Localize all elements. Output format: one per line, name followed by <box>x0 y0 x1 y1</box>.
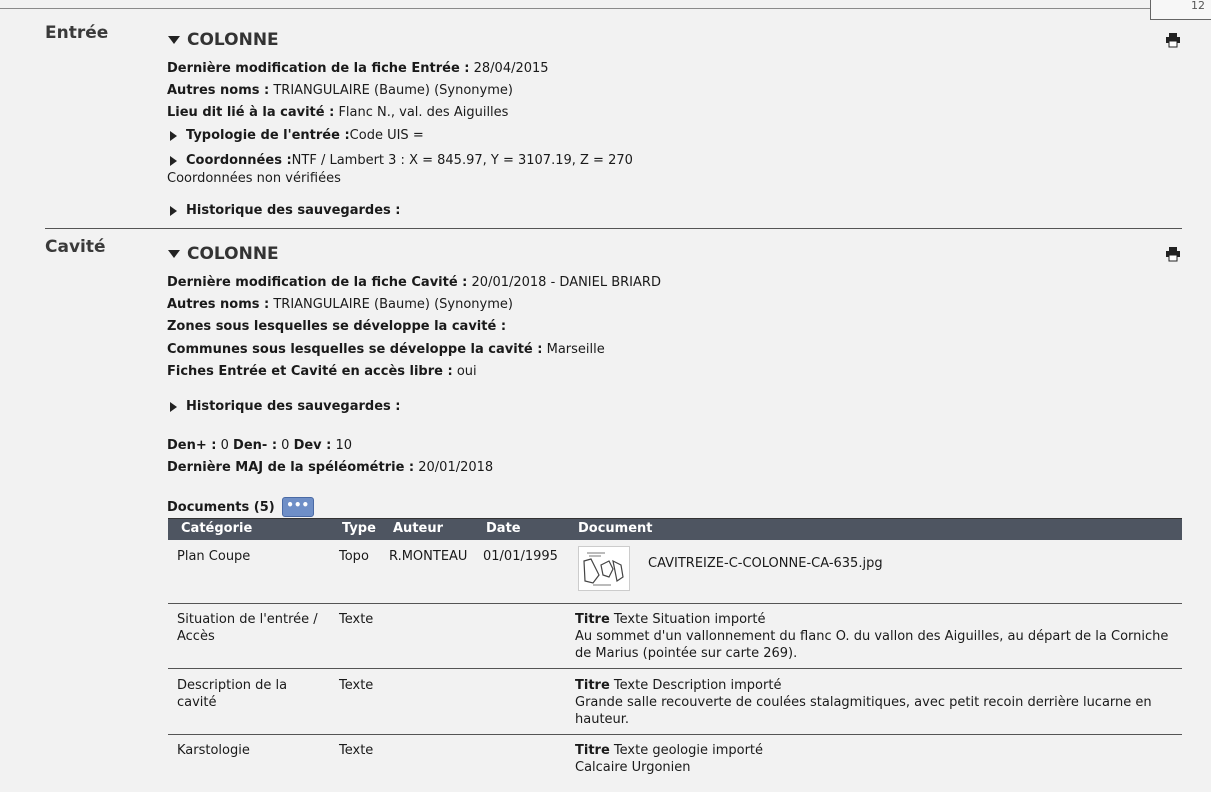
row2-doc-title: Titre Texte Situation importé <box>575 612 766 627</box>
documents-title: Documents (5) <box>167 499 275 515</box>
section-label-entree: Entrée <box>45 23 109 43</box>
triangle-right-icon <box>170 402 177 412</box>
row-separator <box>168 668 1182 669</box>
entree-title-text: COLONNE <box>187 30 279 50</box>
cavite-line-acces-libre: Fiches Entrée et Cavité en accès libre : oui <box>167 364 477 379</box>
row4-type: Texte <box>339 743 374 758</box>
cavite-line-modif: Dernière modification de la fiche Cavité : 20/01/2018 - DANIEL BRIARD <box>167 275 661 290</box>
row1-document-link[interactable]: CAVITREIZE-C-COLONNE-CA-635.jpg <box>648 556 883 571</box>
cavite-line-zones: Zones sous lesquelles se développe la cavité : <box>167 319 507 334</box>
triangle-right-icon <box>170 131 177 141</box>
documents-header <box>167 497 314 517</box>
col-header-date[interactable]: Date <box>486 521 521 536</box>
cavite-speleo-maj: Dernière MAJ de la spéléométrie : 20/01/2018 <box>167 460 494 475</box>
row3-categorie: Description de la cavité <box>177 678 288 710</box>
entree-typologie-toggle[interactable]: Typologie de l'entrée : Code UIS = <box>167 128 424 143</box>
col-header-type[interactable]: Type <box>342 521 376 536</box>
triangle-down-icon <box>168 250 180 258</box>
corner-glyph: 12 <box>1191 0 1205 12</box>
row1-auteur: R.MONTEAU <box>389 549 468 564</box>
documents-table-header <box>168 518 1182 540</box>
entree-title[interactable] <box>168 30 279 50</box>
row3-doc-title: Titre Texte Description importé <box>575 678 782 693</box>
entree-historique-toggle[interactable]: Historique des sauvegardes : <box>167 203 401 218</box>
row1-categorie: Plan Coupe <box>177 549 251 564</box>
cavite-line-autres-noms: Autres noms : TRIANGULAIRE (Baume) (Synonyme) <box>167 297 513 312</box>
row2-categorie: Situation de l'entrée / Accès <box>177 612 318 644</box>
col-header-categorie[interactable]: Catégorie <box>181 521 253 536</box>
documents-more-button[interactable]: ••• <box>282 497 314 517</box>
cavite-title[interactable] <box>168 244 279 264</box>
triangle-down-icon <box>168 36 180 44</box>
top-divider <box>0 8 1150 9</box>
cavite-historique-toggle[interactable]: Historique des sauvegardes : <box>167 399 401 414</box>
row1-date: 01/01/1995 <box>483 549 558 564</box>
row4-doc-title: Titre Texte geologie importé <box>575 743 764 758</box>
col-header-document[interactable]: Document <box>578 521 653 536</box>
entree-line-modif: Dernière modification de la fiche Entrée : 28/04/2015 <box>167 61 549 76</box>
cavite-title-text: COLONNE <box>187 244 279 264</box>
row2-doc-text: Au sommet d'un vallonnement du flanc O. du vallon des Aiguilles, au départ de la Corniche de Marius (pointée sur carte 269). <box>575 629 1169 661</box>
corner-widget[interactable] <box>1150 0 1211 20</box>
entree-line-lieu-dit: Lieu dit lié à la cavité : Flanc N., val. des Aiguilles <box>167 105 509 120</box>
entree-coord-note: Coordonnées non vérifiées <box>167 171 341 186</box>
cavite-speleo-counts: Den+ : 0 Den- : 0 Dev : 10 <box>167 438 353 453</box>
row3-type: Texte <box>339 678 374 693</box>
triangle-right-icon <box>170 156 177 166</box>
entree-coordonnees-toggle[interactable]: Coordonnées : NTF / Lambert 3 : X = 845.97, Y = 3107.19, Z = 270 <box>167 153 633 168</box>
row2-type: Texte <box>339 612 374 627</box>
entree-line-autres-noms: Autres noms : TRIANGULAIRE (Baume) (Synonyme) <box>167 83 513 98</box>
cavite-line-communes: Communes sous lesquelles se développe la cavité : Marseille <box>167 342 605 357</box>
section-divider <box>45 228 1182 229</box>
row1-type: Topo <box>339 549 369 564</box>
row-separator <box>168 734 1182 735</box>
col-header-auteur[interactable]: Auteur <box>393 521 444 536</box>
row4-categorie: Karstologie <box>177 743 250 758</box>
row4-doc-text: Calcaire Urgonien <box>575 760 691 775</box>
print-icon[interactable] <box>1165 247 1181 261</box>
section-label-cavite: Cavité <box>45 237 106 257</box>
row3-doc-text: Grande salle recouverte de coulées stalagmitiques, avec petit recoin derrière lucarne en hauteur. <box>575 695 1152 727</box>
triangle-right-icon <box>170 206 177 216</box>
print-icon[interactable] <box>1165 33 1181 47</box>
row-separator <box>168 603 1182 604</box>
document-thumbnail[interactable] <box>578 546 630 591</box>
